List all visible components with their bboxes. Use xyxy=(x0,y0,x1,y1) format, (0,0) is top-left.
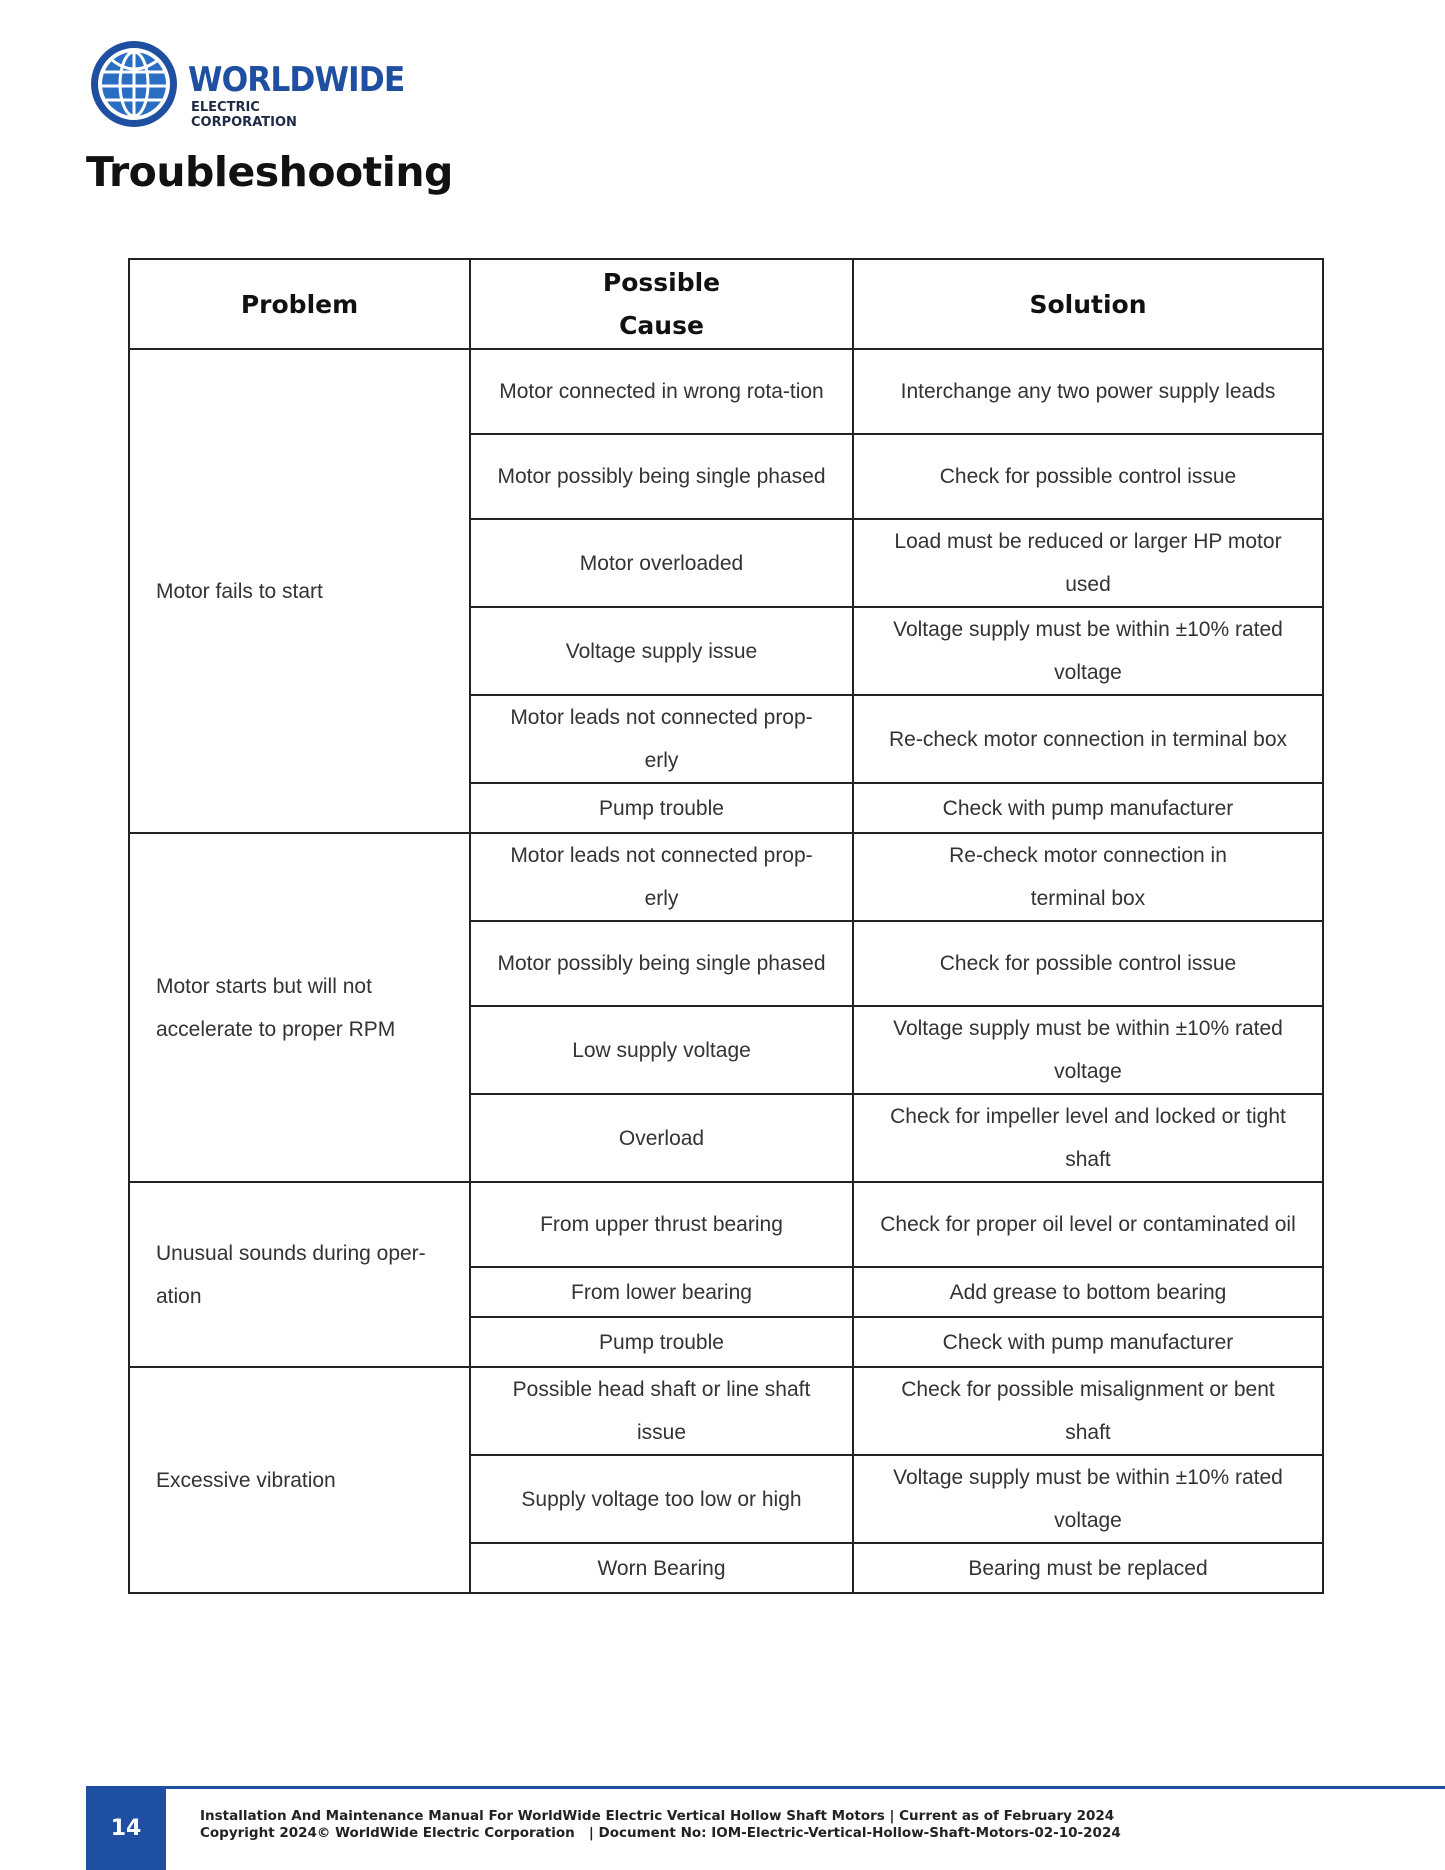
solution-cell xyxy=(853,1455,1323,1543)
page-number: 14 xyxy=(110,1815,142,1841)
solution-text: Check with pump manufacturer xyxy=(942,796,1234,820)
cause-cell xyxy=(470,1094,853,1182)
cause-text: Motor leads not connected prop-erly xyxy=(510,706,813,772)
solution-text: Check with pump manufacturer xyxy=(942,1330,1234,1354)
solution-cell xyxy=(853,1182,1323,1267)
header-solution: Solution xyxy=(853,259,1323,349)
problem-cell xyxy=(129,349,470,833)
solution-cell xyxy=(853,1006,1323,1094)
solution-text: Add grease to bottom bearing xyxy=(949,1280,1227,1304)
solution-text: Re-check motor connection in terminal box xyxy=(949,844,1227,910)
solution-text: Check for possible control issue xyxy=(939,952,1237,975)
cause-text: Low supply voltage xyxy=(572,1038,751,1062)
cause-text: Supply voltage too low or high xyxy=(521,1487,802,1511)
solution-cell xyxy=(853,1267,1323,1317)
cause-cell xyxy=(470,349,853,434)
cause-text: From upper thrust bearing xyxy=(540,1213,783,1236)
problem-text: Motor fails to start xyxy=(156,579,323,603)
solution-cell xyxy=(853,1367,1323,1455)
footer-divider xyxy=(86,1786,1445,1789)
solution-text: Interchange any two power supply leads xyxy=(900,380,1276,403)
cause-cell xyxy=(470,833,853,921)
cause-text: Possible head shaft or line shaft issue xyxy=(512,1378,811,1444)
footer-text xyxy=(200,1808,1121,1842)
solution-cell xyxy=(853,1094,1323,1182)
cause-cell xyxy=(470,1267,853,1317)
cause-text: Motor possibly being single phased xyxy=(497,952,826,975)
cause-text: Pump trouble xyxy=(599,796,724,820)
cause-cell xyxy=(470,1367,853,1455)
solution-text: Check for proper oil level or contaminated oil xyxy=(880,1213,1296,1236)
solution-cell xyxy=(853,783,1323,833)
table-row xyxy=(129,1367,1323,1455)
cause-cell xyxy=(470,434,853,519)
cause-cell xyxy=(470,1006,853,1094)
cause-cell xyxy=(470,695,853,783)
cause-text: Motor overloaded xyxy=(579,551,744,575)
problem-text: Excessive vibration xyxy=(156,1468,336,1492)
header-cause-line1: Possible xyxy=(602,268,721,297)
solution-cell xyxy=(853,833,1323,921)
page-title: Troubleshooting xyxy=(86,148,453,196)
cause-cell xyxy=(470,783,853,833)
solution-cell xyxy=(853,434,1323,519)
cause-text: Worn Bearing xyxy=(597,1556,726,1580)
cause-cell xyxy=(470,1543,853,1593)
problem-text: Motor starts but will not accelerate to proper RPM xyxy=(156,974,396,1041)
solution-text: Check for possible control issue xyxy=(939,465,1237,488)
solution-text: Load must be reduced or larger HP motor used xyxy=(894,530,1282,596)
logo-brand-text: WORLDWIDE xyxy=(188,60,405,100)
solution-cell xyxy=(853,519,1323,607)
table-row xyxy=(129,349,1323,434)
solution-text: Voltage supply must be within ±10% rated voltage xyxy=(893,1466,1283,1532)
solution-cell xyxy=(853,607,1323,695)
cause-cell xyxy=(470,519,853,607)
cause-text: Motor connected in wrong rota-tion xyxy=(499,380,824,403)
solution-text: Bearing must be replaced xyxy=(968,1556,1208,1580)
header-cause-line2: Cause xyxy=(619,311,704,340)
header-possible-cause xyxy=(470,259,853,349)
solution-text: Check for impeller level and locked or tight shaft xyxy=(890,1105,1286,1171)
solution-text: Check for possible misalignment or bent shaft xyxy=(901,1378,1275,1444)
solution-text: Re-check motor connection in terminal box xyxy=(888,727,1287,751)
logo-sub-text: ELECTRIC CORPORATION xyxy=(191,100,297,130)
cause-text: Overload xyxy=(618,1126,705,1150)
footer-line-1: Installation And Maintenance Manual For WorldWide Electric Vertical Hollow Shaft Motors | Current as of February 2024 xyxy=(200,1808,1115,1824)
cause-cell xyxy=(470,1182,853,1267)
problem-cell xyxy=(129,1367,470,1593)
company-logo xyxy=(88,38,405,134)
cause-cell xyxy=(470,1317,853,1367)
cause-text: Motor possibly being single phased xyxy=(497,465,826,488)
solution-cell xyxy=(853,695,1323,783)
problem-cell xyxy=(129,1182,470,1367)
globe-icon xyxy=(88,38,180,130)
cause-cell xyxy=(470,921,853,1006)
cause-cell xyxy=(470,607,853,695)
page-number-box xyxy=(86,1786,166,1870)
solution-cell xyxy=(853,349,1323,434)
table-header-row xyxy=(129,259,1323,349)
cause-text: Pump trouble xyxy=(599,1330,724,1354)
solution-cell xyxy=(853,1543,1323,1593)
cause-text: Voltage supply issue xyxy=(565,639,758,663)
troubleshooting-table xyxy=(128,258,1324,1594)
cause-text: From lower bearing xyxy=(571,1280,752,1304)
cause-cell xyxy=(470,1455,853,1543)
table-row xyxy=(129,833,1323,921)
solution-cell xyxy=(853,921,1323,1006)
header-problem: Problem xyxy=(129,259,470,349)
cause-text: Motor leads not connected prop-erly xyxy=(510,844,813,910)
solution-text: Voltage supply must be within ±10% rated voltage xyxy=(893,1017,1283,1083)
table-row xyxy=(129,1182,1323,1267)
problem-cell xyxy=(129,833,470,1182)
solution-cell xyxy=(853,1317,1323,1367)
footer-line-2: Copyright 2024© WorldWide Electric Corporation | Document No: IOM-Electric-Vertical-Hollow-Shaft-Motors-02-10-2024 xyxy=(200,1825,1121,1841)
problem-text: Unusual sounds during oper-ation xyxy=(156,1241,426,1308)
solution-text: Voltage supply must be within ±10% rated voltage xyxy=(893,618,1283,684)
